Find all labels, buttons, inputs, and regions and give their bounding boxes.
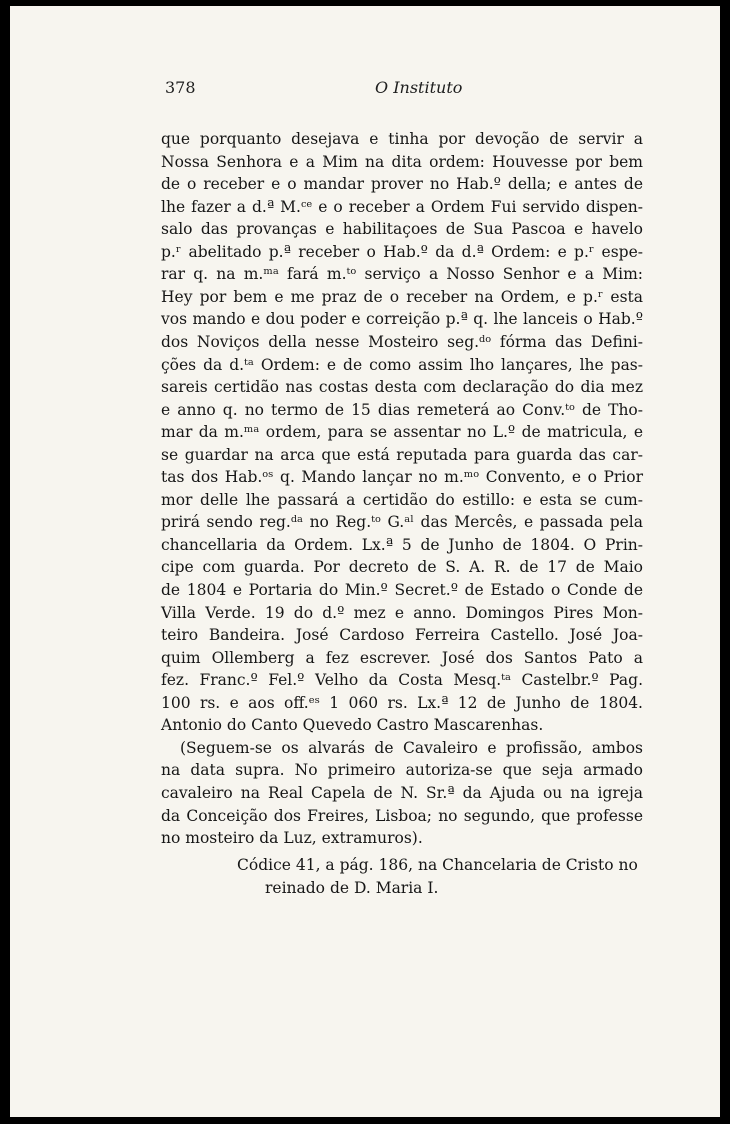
running-title: O Instituto (375, 78, 463, 97)
text-line: que porquanto desejava e tinha por devoção de servir a (161, 130, 643, 148)
text-line: p.ʳ abelitado p.ª receber o Hab.º da d.ª Ordem: e p.ʳ espe- (161, 242, 643, 261)
text-line: prirá sendo reg.ᵈᵃ no Reg.ᵗᵒ G.ᵃˡ das Mercês, e passada pela (161, 513, 643, 532)
text-line: quim Ollemberg a fez escrever. José dos Santos Pato a (161, 648, 643, 667)
text-line: chancellaria da Ordem. Lx.ª 5 de Junho de 1804. O Prin- (161, 535, 643, 554)
page-header (165, 78, 637, 102)
text-line: na data supra. No primeiro autoriza-se que seja armado (161, 761, 643, 780)
text-line: ções da d.ᵗᵃ Ordem: e de como assim lho lançares, lhe pas- (161, 355, 643, 374)
text-line: salo das provanças e habilitaçoes de Sua Pascoa e havelo (161, 220, 643, 239)
text-line: tas dos Hab.ᵒˢ q. Mando lançar no m.ᵐᵒ Convento, e o Prior (161, 468, 643, 487)
text-line: (Seguem-se os alvarás de Cavaleiro e profissão, ambos (180, 738, 643, 757)
text-line: rar q. na m.ᵐᵃ fará m.ᵗᵒ serviço a Nosso Senhor e a Mim: (161, 265, 643, 284)
text-line: de 1804 e Portaria do Min.º Secret.º de Estado o Conde de (161, 581, 643, 599)
text-line: teiro Bandeira. José Cardoso Ferreira Castello. José Joa- (161, 626, 643, 645)
text-line: cipe com guarda. Por decreto de S. A. R. de 17 de Maio (161, 558, 643, 577)
text-line: se guardar na arca que está reputada para guarda das car- (161, 445, 643, 464)
text-line: Antonio do Canto Quevedo Castro Mascarenhas. (161, 716, 544, 735)
text-line: mor delle lhe passará a certidão do estillo: e esta se cum- (161, 490, 643, 509)
text-line: lhe fazer a d.ª M.ᶜᵉ e o receber a Ordem Fui servido dispen- (161, 197, 643, 216)
text-line: e anno q. no termo de 15 dias remeterá ao Conv.ᵗᵒ de Tho- (161, 400, 643, 419)
document-page (10, 6, 720, 1117)
text-line: Villa Verde. 19 do d.º mez e anno. Domingos Pires Mon- (161, 603, 643, 622)
text-line: da Conceição dos Freires, Lisboa; no segundo, que professe (161, 806, 643, 825)
text-line: Nossa Senhora e a Mim na dita ordem: Houvesse por bem (161, 152, 643, 171)
text-line: cavaleiro na Real Capela de N. Sr.ª da Ajuda ou na igreja (161, 783, 643, 802)
text-line: no mosteiro da Luz, extramuros). (161, 829, 423, 848)
text-line: fez. Franc.º Fel.º Velho da Costa Mesq.ᵗᵃ Castelbr.º Pag. (161, 671, 643, 690)
text-line: mar da m.ᵐᵃ ordem, para se assentar no L.º de matricula, e (161, 423, 643, 442)
text-line: vos mando e dou poder e correição p.ª q. lhe lanceis o Hab.º (161, 310, 643, 329)
page-number: 378 (165, 78, 196, 97)
text-line: Hey por bem e me praz de o receber na Ordem, e p.ʳ esta (161, 287, 643, 306)
text-line: sareis certidão nas costas desta com declaração do dia mez (161, 378, 643, 397)
text-line: 100 rs. e aos off.ᵉˢ 1 060 rs. Lx.ª 12 de Junho de 1804. (161, 693, 643, 712)
text-line: de o receber e o mandar prover no Hab.º della; e antes de (161, 175, 643, 194)
text-line: dos Noviços della nesse Mosteiro seg.ᵈᵒ fórma das Defini- (161, 332, 643, 351)
citation-line: Códice 41, a pág. 186, na Chancelaria de Cristo no (237, 856, 638, 874)
citation-line: reinado de D. Maria I. (265, 878, 439, 897)
